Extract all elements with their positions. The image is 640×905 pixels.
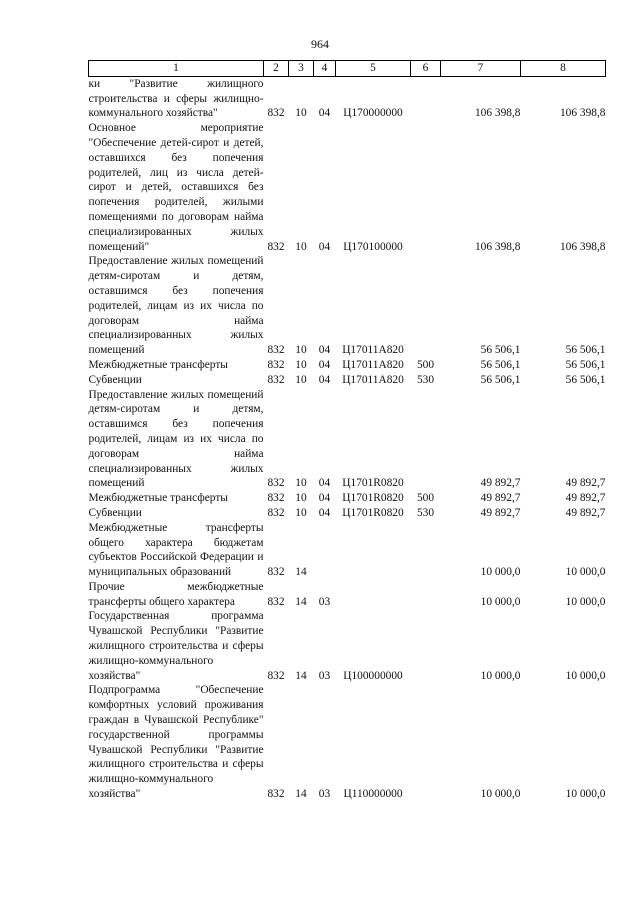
amount-year-1: 106 398,8 [474, 107, 521, 120]
expense-type-code [411, 683, 441, 801]
column-header-4: 4 [314, 61, 336, 77]
target-article-code: Ц17011А820 [342, 344, 404, 357]
amount-year-2: 49 892,7 [565, 492, 606, 505]
budget-table [88, 60, 606, 802]
subsection-code: 04 [318, 477, 331, 490]
amount-year-1: 10 000,0 [480, 669, 521, 682]
section-code: 10 [295, 506, 307, 519]
page-number: 964 [311, 37, 329, 51]
amount-year-1: 10 000,0 [480, 566, 521, 579]
expense-type-code [411, 76, 441, 121]
amount-year-1: 106 398,8 [474, 240, 521, 253]
subsection-code: 04 [318, 240, 331, 253]
table-row [89, 521, 606, 580]
target-article-code [336, 521, 411, 580]
expense-type-code: 530 [416, 506, 435, 519]
amount-year-2: 56 506,1 [565, 373, 606, 386]
target-article-code: Ц100000000 [343, 669, 403, 682]
amount-year-1: 56 506,1 [480, 373, 521, 386]
amount-year-1: 10 000,0 [480, 595, 521, 608]
section-code: 14 [295, 595, 307, 608]
admin-code: 832 [267, 344, 285, 357]
amount-year-1: 10 000,0 [480, 788, 521, 801]
amount-year-2: 106 398,8 [559, 107, 606, 120]
amount-year-1: 49 892,7 [480, 477, 521, 490]
subsection-code: 04 [318, 344, 331, 357]
admin-code: 832 [267, 107, 285, 120]
amount-year-1: 56 506,1 [480, 344, 521, 357]
row-name: Межбюджетные трансферты [88, 492, 228, 505]
table-row [89, 580, 606, 610]
section-code: 10 [295, 358, 307, 371]
column-header-1: 1 [89, 61, 264, 77]
expense-type-code: 500 [416, 492, 435, 505]
target-article-code: Ц17011А820 [342, 373, 404, 386]
target-article-code: Ц110000000 [343, 788, 403, 801]
section-code: 10 [295, 344, 307, 357]
row-name: Прочие межбюджетные трансферты общего характера [88, 580, 264, 608]
row-name: Субвенции [88, 373, 142, 386]
table-row [89, 683, 606, 801]
subsection-code: 03 [318, 669, 331, 682]
section-code: 14 [295, 669, 307, 682]
subsection-code: 04 [318, 506, 331, 519]
amount-year-1: 56 506,1 [480, 358, 521, 371]
row-name: ки "Развитие жилищного строительства и сферы жилищно-коммунального хозяйства" [88, 77, 264, 120]
admin-code: 832 [267, 506, 285, 519]
expense-type-code [411, 388, 441, 492]
target-article-code [336, 580, 411, 610]
admin-code: 832 [267, 788, 285, 801]
amount-year-2: 56 506,1 [565, 344, 606, 357]
row-name: Межбюджетные трансферты общего характера бюджетам субъектов Российской Федерации и муниципальных образований [88, 521, 264, 579]
amount-year-2: 10 000,0 [565, 788, 606, 801]
expense-type-code [411, 580, 441, 610]
amount-year-2: 49 892,7 [565, 477, 606, 490]
section-code: 14 [295, 566, 307, 579]
expense-type-code [411, 254, 441, 358]
amount-year-2: 10 000,0 [565, 595, 606, 608]
section-code: 10 [295, 477, 307, 490]
target-article-code: Ц170100000 [343, 240, 403, 253]
row-name: Субвенции [88, 506, 142, 519]
table-body [89, 76, 606, 802]
table-row [89, 506, 606, 521]
admin-code: 832 [267, 373, 285, 386]
table-row [89, 373, 606, 388]
target-article-code: Ц1701R0820 [342, 506, 404, 519]
section-code: 14 [295, 788, 307, 801]
target-article-code: Ц1701R0820 [342, 492, 404, 505]
row-name: Подпрограмма "Обеспечение комфортных условий проживания граждан в Чувашской Республике" государственной программы Чувашской Республики "Развитие жилищного строительства и сферы жилищно-коммунального хозяйства" [88, 684, 264, 801]
column-header-3: 3 [289, 61, 314, 77]
column-header-5: 5 [336, 61, 411, 77]
table-row [89, 609, 606, 683]
subsection-code: 03 [318, 595, 331, 608]
column-header-7: 7 [441, 61, 521, 77]
section-code: 10 [295, 373, 307, 386]
admin-code: 832 [267, 669, 285, 682]
section-code: 10 [295, 240, 307, 253]
admin-code: 832 [267, 566, 285, 579]
admin-code: 832 [267, 595, 285, 608]
expense-type-code [411, 521, 441, 580]
amount-year-2: 10 000,0 [565, 566, 606, 579]
amount-year-2: 10 000,0 [565, 669, 606, 682]
row-name: Межбюджетные трансферты [88, 358, 228, 371]
table-row [89, 491, 606, 506]
row-name: Государственная программа Чувашской Республики "Развитие жилищного строительства и сферы жилищно-коммунального хозяйства" [88, 610, 264, 682]
target-article-code: Ц170000000 [343, 107, 403, 120]
subsection-code: 04 [318, 107, 331, 120]
subsection-code: 04 [318, 358, 331, 371]
table-row [89, 121, 606, 254]
column-header-8: 8 [521, 61, 606, 77]
admin-code: 832 [267, 492, 285, 505]
subsection-code: 03 [318, 788, 331, 801]
row-name: Предоставление жилых помещений детям-сиротам и детям, оставшимся без попечения родителей, лицам из их числа по договорам найма специализированных жилых помещений [88, 255, 264, 357]
admin-code: 832 [267, 240, 285, 253]
section-code: 10 [295, 492, 307, 505]
subsection-code: 04 [318, 373, 331, 386]
admin-code: 832 [267, 358, 285, 371]
column-header-6: 6 [411, 61, 441, 77]
table-row [89, 358, 606, 373]
admin-code: 832 [267, 477, 285, 490]
section-code: 10 [295, 107, 307, 120]
amount-year-2: 49 892,7 [565, 506, 606, 519]
column-header-2: 2 [264, 61, 289, 77]
expense-type-code [411, 121, 441, 254]
table-row [89, 254, 606, 358]
expense-type-code: 500 [416, 358, 435, 371]
expense-type-code: 530 [416, 373, 435, 386]
amount-year-1: 49 892,7 [480, 492, 521, 505]
target-article-code: Ц1701R0820 [342, 477, 404, 490]
table-row [89, 388, 606, 492]
subsection-code [314, 521, 336, 580]
table-row [89, 76, 606, 121]
amount-year-1: 49 892,7 [480, 506, 521, 519]
row-name: Основное мероприятие "Обеспечение детей-сирот и детей, оставшихся без попечения родителей, лиц из числа детей-сирот и детей, оставшихся без попечения родителей, жилыми помещениями по договорам найма специализированных жилых помещений" [88, 122, 264, 253]
expense-type-code [411, 609, 441, 683]
header-row [89, 61, 606, 77]
subsection-code: 04 [318, 492, 331, 505]
amount-year-2: 106 398,8 [559, 240, 606, 253]
amount-year-2: 56 506,1 [565, 358, 606, 371]
row-name: Предоставление жилых помещений детям-сиротам и детям, оставшимся без попечения родителей, лицам из их числа по договорам найма специализированных жилых помещений [88, 388, 264, 490]
target-article-code: Ц17011А820 [342, 358, 404, 371]
